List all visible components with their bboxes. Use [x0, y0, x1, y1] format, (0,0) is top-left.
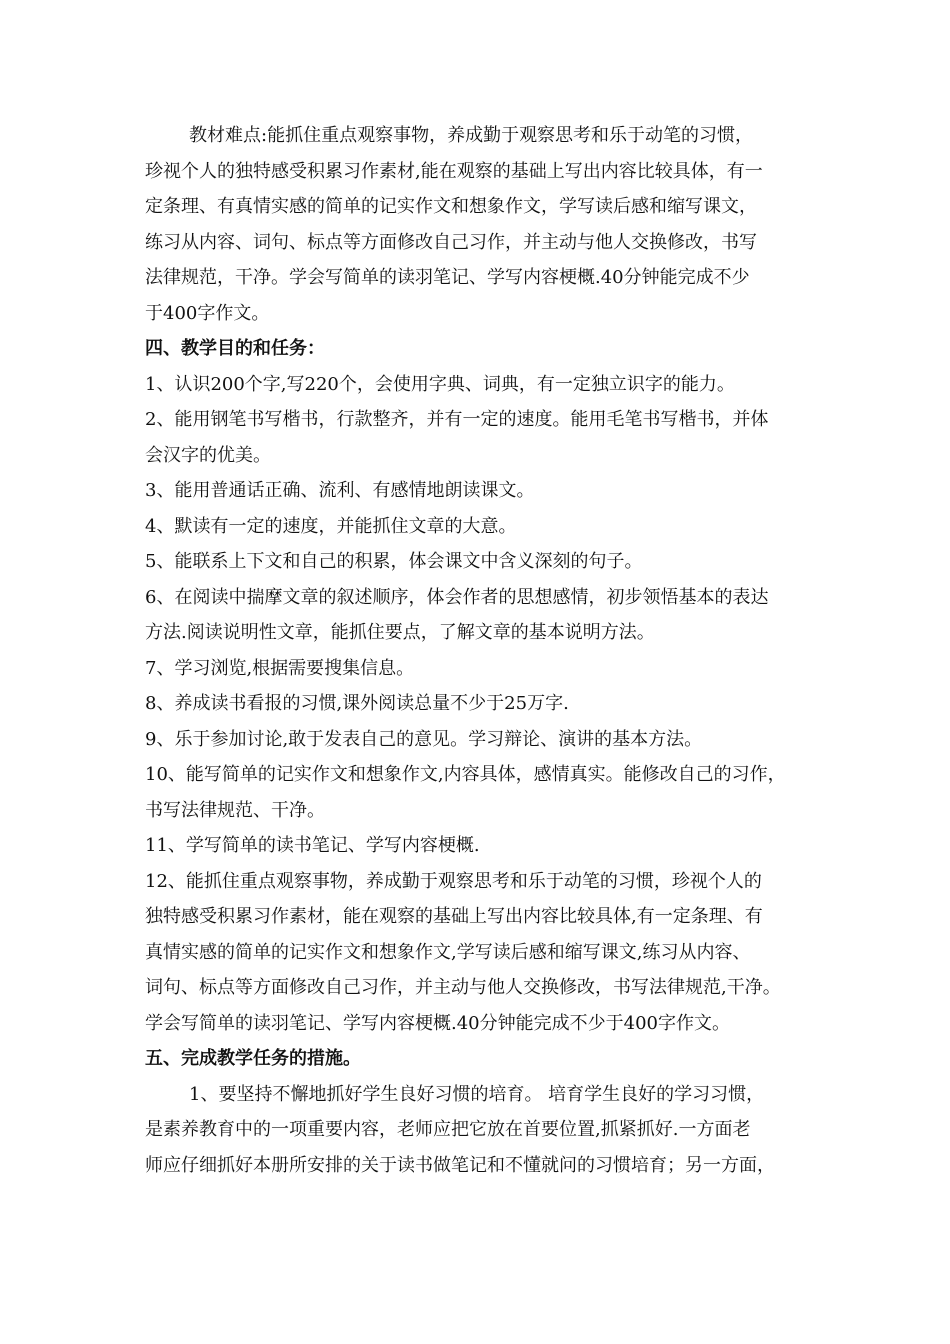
- text-line: 5、能联系上下文和自己的积累，体会课文中含义深刻的句子。: [145, 551, 643, 572]
- text-line: 于400字作文。: [145, 302, 270, 324]
- text-line: 1、认识200个字,写220个，会使用字典、词典，有一定独立识字的能力。: [145, 373, 735, 395]
- text-line: 学会写简单的读羽笔记、学写内容梗概.40分钟能完成不少于400字作文。: [145, 1012, 730, 1034]
- text-line: 1、要坚持不懈地抓好学生良好习惯的培育。 培育学生良好的学习习惯，: [189, 1083, 765, 1105]
- text-line: 2、能用钢笔书写楷书，行款整齐，并有一定的速度。能用毛笔书写楷书，并体: [145, 409, 769, 430]
- text-line: 法律规范，干净。学会写简单的读羽笔记、学写内容梗概.40分钟能完成不少: [145, 267, 750, 288]
- text-line: 书写法律规范、干净。: [145, 799, 325, 821]
- text-line: 珍视个人的独特感受积累习作素材,能在观察的基础上写出内容比较具体，有一: [145, 160, 763, 182]
- text-line: 会汉字的优美。: [145, 444, 271, 466]
- text-line: 3、能用普通话正确、流利、有感情地朗读课文。: [145, 480, 535, 501]
- text-line: 12、能抓住重点观察事物，养成勤于观察思考和乐于动笔的习惯，珍视个人的: [145, 870, 762, 892]
- text-line: 独特感受积累习作素材，能在观察的基础上写出内容比较具体,有一定条理、有: [145, 906, 763, 927]
- text-line: 教材难点:能抓住重点观察事物，养成勤于观察思考和乐于动笔的习惯，: [189, 125, 754, 146]
- text-line: 词句、标点等方面修改自己习作，并主动与他人交换修改，书写法律规范,干净。: [145, 977, 781, 998]
- text-line: 是素养教育中的一项重要内容，老师应把它放在首要位置,抓紧抓好.一方面老: [145, 1119, 751, 1140]
- text-line: 11、学写简单的读书笔记、学写内容梗概.: [145, 835, 480, 856]
- text-line: 8、养成读书看报的习惯,课外阅读总量不少于25万字.: [145, 693, 569, 714]
- text-line: 定条理、有真情实感的简单的记实作文和想象作文，学写读后感和缩写课文，: [145, 196, 757, 217]
- section-heading: 四、教学目的和任务：: [145, 338, 325, 359]
- document-page: [145, 118, 813, 1183]
- text-line: 真情实感的简单的记实作文和想象作文,学写读后感和缩写课文,练习从内容、: [145, 941, 751, 963]
- text-line: 6、在阅读中揣摩文章的叙述顺序，体会作者的思想感情，初步领悟基本的表达: [145, 586, 769, 608]
- text-line: 练习从内容、词句、标点等方面修改自己习作，并主动与他人交换修改，书写: [145, 231, 757, 253]
- text-line: 10、能写简单的记实作文和想象作文,内容具体，感情真实。能修改自己的习作，: [145, 764, 786, 785]
- text-line: 4、默读有一定的速度，并能抓住文章的大意。: [145, 515, 517, 537]
- text-line: 9、乐于参加讨论,敢于发表自己的意见。学习辩论、演讲的基本方法。: [145, 728, 703, 750]
- text-line: 7、学习浏览,根据需要搜集信息。: [145, 657, 415, 679]
- section-heading: 五、完成教学任务的措施。: [145, 1048, 361, 1069]
- text-line: 方法.阅读说明性文章，能抓住要点，了解文章的基本说明方法。: [145, 622, 655, 643]
- text-line: 师应仔细抓好本册所安排的关于读书做笔记和不懂就问的习惯培育；另一方面，: [145, 1154, 775, 1176]
